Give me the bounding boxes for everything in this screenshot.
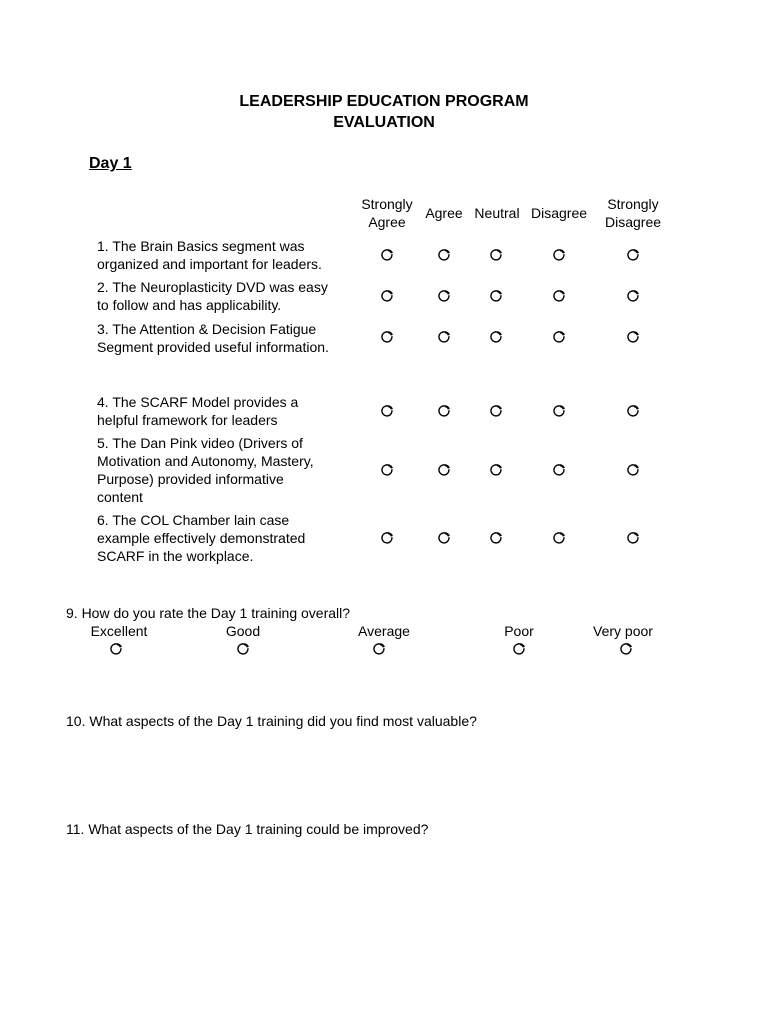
q3-agree-radio[interactable] — [438, 331, 450, 343]
header-disagree: Disagree — [530, 205, 588, 221]
q3-neutral-radio[interactable] — [490, 331, 502, 343]
overall-rating-question: 9. How do you rate the Day 1 training overall? — [66, 605, 351, 621]
q6-strongly-agree-radio[interactable] — [381, 532, 393, 544]
q5-disagree-radio[interactable] — [553, 464, 565, 476]
q5-agree-radio[interactable] — [438, 464, 450, 476]
q4-strongly-agree-radio[interactable] — [381, 405, 393, 417]
q3-disagree-radio[interactable] — [553, 331, 565, 343]
q3-strongly-disagree-radio[interactable] — [627, 331, 639, 343]
q1-neutral-radio[interactable] — [490, 249, 502, 261]
q5-strongly-disagree-radio[interactable] — [627, 464, 639, 476]
q4-disagree-radio[interactable] — [553, 405, 565, 417]
rating-excellent-radio[interactable] — [110, 643, 122, 655]
q1-strongly-agree-radio[interactable] — [381, 249, 393, 261]
rating-good-radio[interactable] — [237, 643, 249, 655]
rating-very-poor-radio[interactable] — [620, 643, 632, 655]
document-title-line1: LEADERSHIP EDUCATION PROGRAM — [239, 93, 529, 110]
question-10: 10. What aspects of the Day 1 training did you find most valuable? — [66, 713, 477, 729]
q5-neutral-radio[interactable] — [490, 464, 502, 476]
q6-agree-radio[interactable] — [438, 532, 450, 544]
question-6: 6. The COL Chamber lain case example effectively demonstrated SCARF in the workplace. — [97, 512, 306, 564]
question-5: 5. The Dan Pink video (Drivers of Motivation and Autonomy, Mastery, Purpose) provided informative content — [97, 435, 314, 505]
q6-strongly-disagree-radio[interactable] — [627, 532, 639, 544]
header-strongly-agree: Strongly Agree — [361, 196, 413, 230]
q1-strongly-disagree-radio[interactable] — [627, 249, 639, 261]
q2-agree-radio[interactable] — [438, 290, 450, 302]
q4-neutral-radio[interactable] — [490, 405, 502, 417]
rating-label-good: Good — [225, 623, 261, 639]
q6-neutral-radio[interactable] — [490, 532, 502, 544]
header-neutral: Neutral — [474, 205, 520, 221]
question-3: 3. The Attention & Decision Fatigue Segment provided useful information. — [97, 321, 329, 355]
q1-disagree-radio[interactable] — [553, 249, 565, 261]
rating-label-excellent: Excellent — [90, 623, 148, 639]
question-2: 2. The Neuroplasticity DVD was easy to follow and has applicability. — [97, 279, 328, 313]
question-11: 11. What aspects of the Day 1 training could be improved? — [66, 821, 429, 837]
q2-disagree-radio[interactable] — [553, 290, 565, 302]
q2-strongly-disagree-radio[interactable] — [627, 290, 639, 302]
rating-label-very-poor: Very poor — [593, 623, 653, 639]
rating-label-poor: Poor — [504, 623, 534, 639]
q2-neutral-radio[interactable] — [490, 290, 502, 302]
q4-strongly-disagree-radio[interactable] — [627, 405, 639, 417]
q3-strongly-agree-radio[interactable] — [381, 331, 393, 343]
q4-agree-radio[interactable] — [438, 405, 450, 417]
header-agree: Agree — [425, 205, 463, 221]
q6-disagree-radio[interactable] — [553, 532, 565, 544]
rating-average-radio[interactable] — [373, 643, 385, 655]
q5-strongly-agree-radio[interactable] — [381, 464, 393, 476]
day-heading: Day 1 — [89, 155, 132, 172]
rating-label-average: Average — [358, 623, 410, 639]
question-4: 4. The SCARF Model provides a helpful framework for leaders — [97, 394, 299, 428]
q2-strongly-agree-radio[interactable] — [381, 290, 393, 302]
rating-poor-radio[interactable] — [513, 643, 525, 655]
q1-agree-radio[interactable] — [438, 249, 450, 261]
document-title-line2: EVALUATION — [333, 114, 435, 131]
question-1: 1. The Brain Basics segment was organized and important for leaders. — [97, 238, 322, 272]
header-strongly-disagree: Strongly Disagree — [604, 196, 662, 230]
